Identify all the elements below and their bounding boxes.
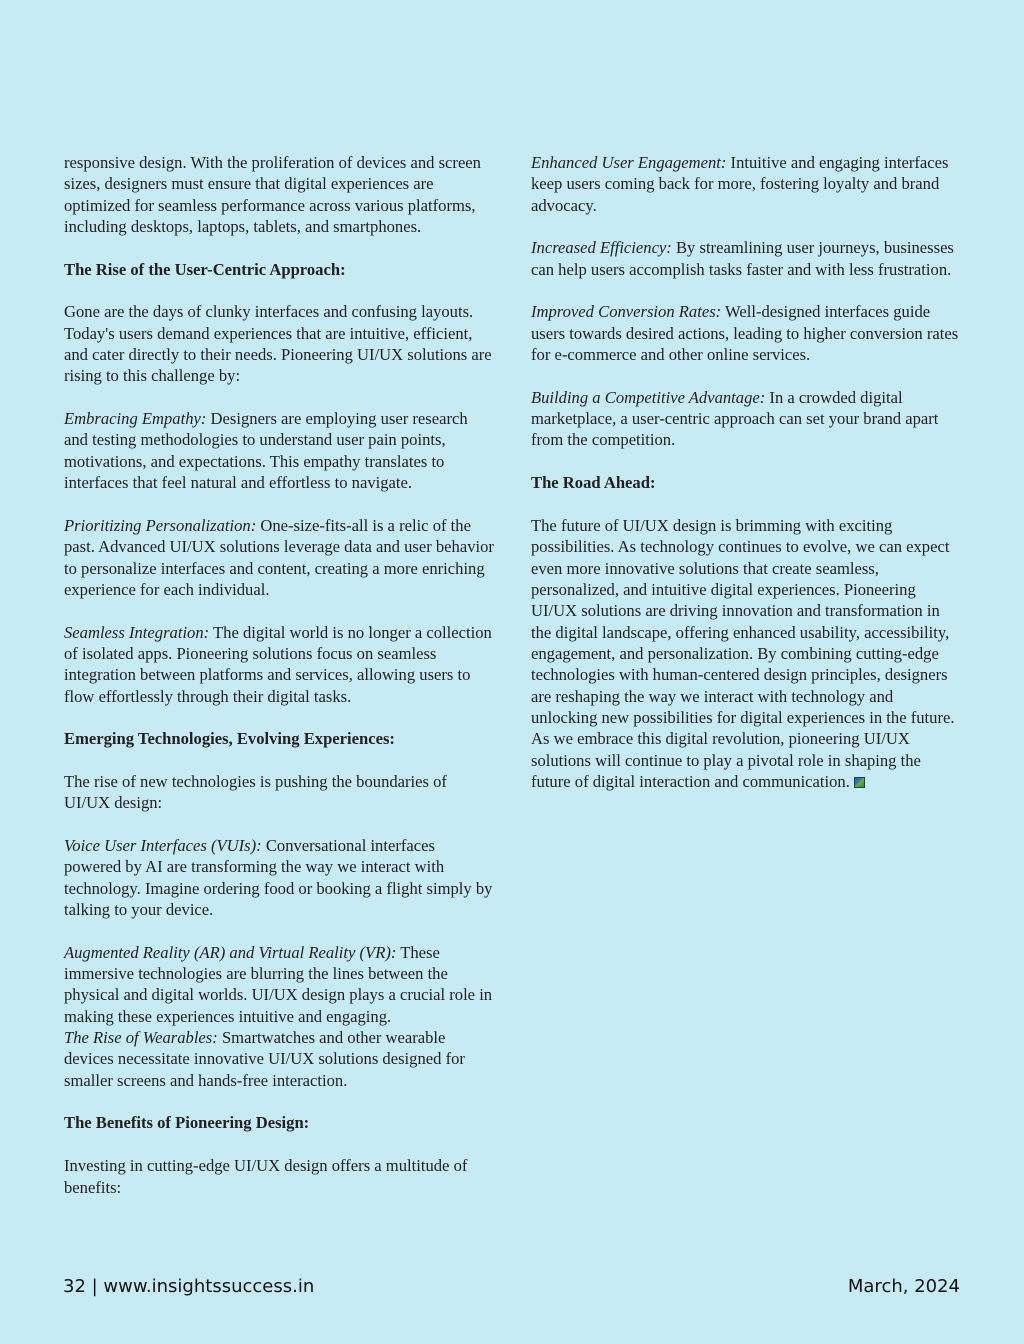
integration-lead: Seamless Integration: xyxy=(64,622,210,642)
competitive-paragraph xyxy=(531,387,963,451)
footer-page-and-site: 32 | www.insightssuccess.in xyxy=(63,1276,315,1297)
integration-text: The digital world is no longer a collection of isolated apps. Pioneering solutions focus on seamless integration between platforms and services, allowing users to flow effortlessly through their digital tasks. xyxy=(64,622,492,706)
heading-road-ahead: The Road Ahead: xyxy=(531,473,656,493)
empathy-lead: Embracing Empathy: xyxy=(64,409,207,429)
engagement-paragraph xyxy=(531,152,963,216)
personalization-paragraph xyxy=(64,515,494,600)
wearables-text: Smartwatches and other wearable devices necessitate innovative UI/UX solutions designed for smaller screens and hands-free interaction. xyxy=(64,1028,465,1090)
ar-vr-paragraph xyxy=(64,942,494,1027)
benefits-paragraph: Investing in cutting-edge UI/UX design offers a multitude of benefits: xyxy=(64,1156,468,1197)
footer-date: March, 2024 xyxy=(847,1276,960,1297)
heading-user-centric: The Rise of the User-Centric Approach: xyxy=(64,259,346,279)
road-ahead-paragraph xyxy=(531,515,963,792)
engagement-lead: Enhanced User Engagement: xyxy=(531,153,727,172)
vui-paragraph xyxy=(64,835,494,920)
heading-benefits: The Benefits of Pioneering Design: xyxy=(64,1113,310,1133)
intro-paragraph: responsive design. With the proliferation of devices and screen sizes, designers must ensure that digital experiences are optimized for seamless performance across various platforms, including desktops, laptops, tablets, and smartphones. xyxy=(64,153,481,237)
efficiency-lead: Increased Efficiency: xyxy=(531,238,672,258)
conversion-paragraph xyxy=(531,301,963,365)
heading-emerging: Emerging Technologies, Evolving Experiences: xyxy=(64,729,395,749)
emerging-paragraph: The rise of new technologies is pushing the boundaries of UI/UX design: xyxy=(64,771,447,813)
empathy-text: Designers are employing user research and testing methodologies to understand user pain points, motivations, and expectations. This empathy translates to interfaces that feel natural and effortless to navigate. xyxy=(64,409,468,493)
article-end-logo-icon xyxy=(854,777,865,788)
competitive-lead: Building a Competitive Advantage: xyxy=(531,387,766,407)
vui-text: Conversational interfaces powered by AI are transforming the way we interact with technology. Imagine ordering food or booking a flight simply by talking to your device. xyxy=(64,836,493,920)
right-column xyxy=(531,152,963,792)
efficiency-paragraph xyxy=(531,237,963,280)
ar-vr-text: These immersive technologies are blurring the lines between the physical and digital worlds. UI/UX design plays a crucial role in making these experiences intuitive and engaging. xyxy=(64,942,493,1026)
conversion-lead: Improved Conversion Rates: xyxy=(531,302,722,322)
ar-vr-lead: Augmented Reality (AR) and Virtual Reality (VR): xyxy=(64,942,397,962)
left-column xyxy=(64,152,494,1198)
vui-lead: Voice User Interfaces (VUIs): xyxy=(64,836,262,855)
wearables-paragraph xyxy=(64,1027,494,1091)
integration-paragraph xyxy=(64,622,494,707)
conversion-text: Well-designed interfaces guide users towards desired actions, leading to higher conversion rates for e-commerce and other online services. xyxy=(531,302,959,365)
road-ahead-text: The future of UI/UX design is brimming with exciting possibilities. As technology continues to evolve, we can expect even more innovative solutions that create seamless, personalized, and intuitive digital experiences. Pioneering UI/UX solutions are driving innovation and transformation in the digital landscape, offering enhanced usability, accessibility, engagement, and personalization. By combining cutting-edge technologies with human-centered design principles, designers are reshaping the way we interact with technology and unlocking new possibilities for digital experiences in the future. As we embrace this digital revolution, pioneering UI/UX solutions will continue to play a pivotal role in shaping the future of digital interaction and communication. xyxy=(531,515,955,791)
engagement-text: Intuitive and engaging interfaces keep users coming back for more, fostering loyalty and brand advocacy. xyxy=(531,153,949,215)
efficiency-text: By streamlining user journeys, businesses can help users accomplish tasks faster and with less frustration. xyxy=(531,238,954,279)
competitive-text: In a crowded digital marketplace, a user-centric approach can set your brand apart from the competition. xyxy=(531,387,939,450)
personalization-lead: Prioritizing Personalization: xyxy=(64,515,257,535)
personalization-text: One-size-fits-all is a relic of the past. Advanced UI/UX solutions leverage data and user behavior to personalize interfaces and content, creating a more enriching experience for each individual. xyxy=(64,515,494,599)
user-centric-paragraph: Gone are the days of clunky interfaces and confusing layouts. Today's users demand experiences that are intuitive, efficient, and cater directly to their needs. Pioneering UI/UX solutions are rising to this challenge by: xyxy=(64,302,492,386)
empathy-paragraph xyxy=(64,408,494,493)
wearables-lead: The Rise of Wearables: xyxy=(64,1028,218,1048)
